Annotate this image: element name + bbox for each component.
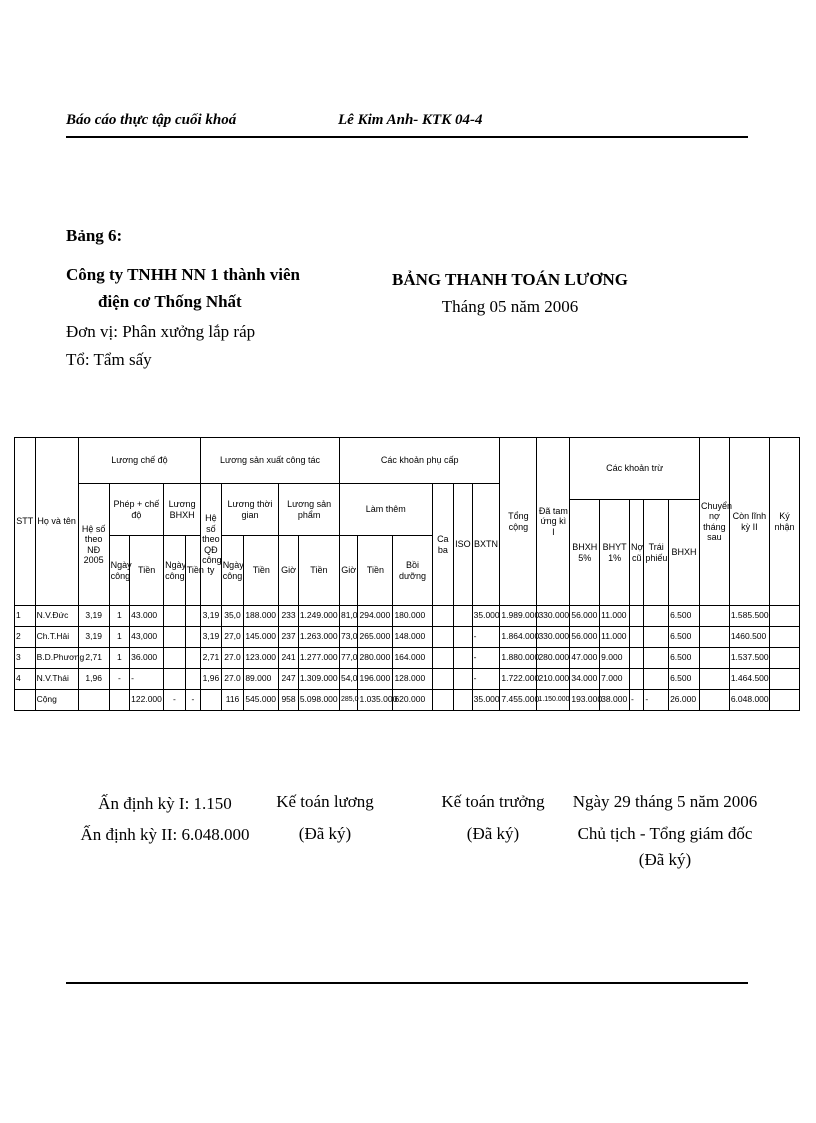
- table-cell: 26.000: [669, 690, 700, 711]
- table-cell: 1.880.000: [500, 648, 537, 669]
- group-luong-bhxh: Lương BHXH: [164, 484, 201, 536]
- table-cell: [644, 606, 669, 627]
- table-cell: [185, 669, 200, 690]
- table-cell: 3: [15, 648, 36, 669]
- table-cell: 43.000: [130, 606, 164, 627]
- col-he-so-qd: Hệ số theo QĐ công ty: [201, 484, 222, 606]
- table-cell: 1.989.000: [500, 606, 537, 627]
- ke-toan-truong-signed: (Đã ký): [466, 824, 520, 843]
- table-cell: 1.249.000: [298, 606, 339, 627]
- table-cell: 35.000: [472, 690, 500, 711]
- unit-label: Đơn vị: Phân xưởng lắp ráp: [66, 322, 256, 341]
- table-cell: [164, 669, 186, 690]
- table-cell: [699, 627, 729, 648]
- table-cell: 1.263.000: [298, 627, 339, 648]
- table-cell: [15, 690, 36, 711]
- company-name-line2: điện cơ Thống Nhất: [98, 292, 242, 311]
- table-cell: -: [472, 648, 500, 669]
- header-author: Lê Kim Anh- KTK 04-4: [338, 112, 483, 128]
- col-sp-gio: Giờ: [279, 536, 299, 606]
- team-label: Tổ: Tẩm sấy: [66, 350, 152, 369]
- table-row: [15, 669, 800, 690]
- ke-toan-luong-signed: (Đã ký): [298, 824, 352, 843]
- group-luong-san-pham: Lương sản phẩm: [279, 484, 340, 536]
- col-no-cu: Nợ cũ: [630, 500, 644, 606]
- table-cell: [432, 648, 454, 669]
- col-lt-boi-duong: Bồi dưỡng: [393, 536, 432, 606]
- table-cell: 56.000: [570, 606, 600, 627]
- col-phep-tien: Tiền: [130, 536, 164, 606]
- col-he-so-nd: Hệ số theo NĐ 2005: [78, 484, 109, 606]
- table-cell: 145.000: [244, 627, 279, 648]
- group-lam-them: Làm thêm: [339, 484, 432, 536]
- col-tg-tien: Tiền: [244, 536, 279, 606]
- table-cell: 1: [109, 606, 130, 627]
- table-cell: Ch.T.Hải: [35, 627, 78, 648]
- table-cell: -: [130, 669, 164, 690]
- table-cell: 116: [221, 690, 244, 711]
- an-dinh-ky-1: Ấn định kỳ I: 1.150: [98, 794, 232, 813]
- table-cell: 148.000: [393, 627, 432, 648]
- col-bhxh: BHXH: [669, 500, 700, 606]
- ke-toan-luong-title: Kế toán lương: [276, 792, 374, 811]
- table-cell: [644, 627, 669, 648]
- col-iso: ISO: [454, 484, 473, 606]
- table-cell: 2,71: [201, 648, 222, 669]
- table-cell: 6.500: [669, 648, 700, 669]
- table-cell: 164.000: [393, 648, 432, 669]
- table-cell: -: [185, 690, 200, 711]
- col-con-linh: Còn lĩnh kỳ II: [729, 438, 769, 606]
- table-cell: 122.000: [130, 690, 164, 711]
- group-luong-san-xuat: Lương sản xuất công tác: [201, 438, 340, 484]
- table-cell: [769, 648, 799, 669]
- group-khoan-tru: Các khoản trừ: [570, 438, 700, 500]
- table-cell: [164, 606, 186, 627]
- table-cell: 545.000: [244, 690, 279, 711]
- table-cell: [454, 627, 473, 648]
- table-cell: [630, 627, 644, 648]
- table-cell: 6.500: [669, 606, 700, 627]
- col-phep-ngay-cong: Ngày công: [109, 536, 130, 606]
- table-cell: 9.000: [600, 648, 630, 669]
- table-cell: 1: [15, 606, 36, 627]
- table-row: [15, 606, 800, 627]
- col-lt-tien: Tiền: [358, 536, 393, 606]
- table-cell: 27.0: [221, 648, 244, 669]
- table-cell: 11.000: [600, 606, 630, 627]
- table-cell: 1: [109, 648, 130, 669]
- col-bhxh5: BHXH 5%: [570, 500, 600, 606]
- col-tg-ngay-cong: Ngày công: [221, 536, 244, 606]
- table-cell: [454, 648, 473, 669]
- table-cell: 1.864.000: [500, 627, 537, 648]
- table-cell: [185, 627, 200, 648]
- table-cell: 265.000: [358, 627, 393, 648]
- table-cell: 285,0: [339, 690, 358, 711]
- footer-rule: [66, 982, 748, 984]
- table-cell: 1.585.500: [729, 606, 769, 627]
- table-cell: [769, 627, 799, 648]
- table-cell: 330.000: [537, 606, 570, 627]
- table-cell: 3,19: [78, 606, 109, 627]
- table-cell: 38.000: [600, 690, 630, 711]
- table-row: [15, 627, 800, 648]
- document-date: Ngày 29 tháng 5 năm 2006: [572, 792, 758, 811]
- table-cell: 27.0: [221, 669, 244, 690]
- table-cell: [454, 669, 473, 690]
- table-cell: 7.000: [600, 669, 630, 690]
- col-stt: STT: [15, 438, 36, 606]
- table-cell: 1: [109, 627, 130, 648]
- col-name: Họ và tên: [35, 438, 78, 606]
- ke-toan-truong-title: Kế toán trưởng: [441, 792, 545, 811]
- table-cell: 180.000: [393, 606, 432, 627]
- table-cell: 1.722.000: [500, 669, 537, 690]
- chu-tich-title: Chủ tịch - Tổng giám đốc: [577, 824, 753, 843]
- table-cell: -: [164, 690, 186, 711]
- table-cell: 81,0: [339, 606, 358, 627]
- company-name-line1: Công ty TNHH NN 1 thành viên: [66, 265, 300, 284]
- table-cell: [454, 690, 473, 711]
- table-cell: [644, 669, 669, 690]
- table-cell: 210.000: [537, 669, 570, 690]
- table-cell: 237: [279, 627, 299, 648]
- table-cell: 1.464.500: [729, 669, 769, 690]
- salary-table: [14, 437, 800, 711]
- table-cell: [454, 606, 473, 627]
- col-sp-tien: Tiền: [298, 536, 339, 606]
- table-cell: [630, 606, 644, 627]
- table-cell: [201, 690, 222, 711]
- table-cell: 1.150.000: [537, 690, 570, 711]
- table-cell: 4: [15, 669, 36, 690]
- table-cell: 43,000: [130, 627, 164, 648]
- table-cell: [699, 606, 729, 627]
- table-cell: 1.537.500: [729, 648, 769, 669]
- table-cell: [699, 648, 729, 669]
- table-cell: 89.000: [244, 669, 279, 690]
- table-cell: B.D.Phương: [35, 648, 78, 669]
- an-dinh-ky-2: Ấn định kỳ II: 6.048.000: [80, 825, 250, 844]
- chu-tich-signed: (Đã ký): [638, 850, 692, 869]
- header-left: Báo cáo thực tập cuối khoá: [66, 112, 237, 128]
- table-cell: [699, 669, 729, 690]
- table-cell: [699, 690, 729, 711]
- table-cell: -: [644, 690, 669, 711]
- col-bhyt1: BHYT 1%: [600, 500, 630, 606]
- total-row: [15, 690, 800, 711]
- table-cell: -: [472, 627, 500, 648]
- table-cell: 1.277.000: [298, 648, 339, 669]
- col-ca-ba: Ca ba: [432, 484, 454, 606]
- table-cell: 56.000: [570, 627, 600, 648]
- table-cell: 6.500: [669, 627, 700, 648]
- table-cell: 280.000: [358, 648, 393, 669]
- table-cell: 73,0: [339, 627, 358, 648]
- header-rule: [66, 136, 748, 138]
- table-cell: 1,96: [78, 669, 109, 690]
- table-cell: 5.098.000: [298, 690, 339, 711]
- table-cell: 6.500: [669, 669, 700, 690]
- col-trai-phieu: Trái phiếu: [644, 500, 669, 606]
- table-cell: 77,0: [339, 648, 358, 669]
- col-ky-nhan: Ký nhận: [769, 438, 799, 606]
- table-cell: 34.000: [570, 669, 600, 690]
- table-cell: [164, 648, 186, 669]
- table-cell: [432, 627, 454, 648]
- col-bxtn: BXTN: [472, 484, 500, 606]
- table-cell: 241: [279, 648, 299, 669]
- col-bhxh-ngay-cong: Ngày công: [164, 536, 186, 606]
- group-phu-cap: Các khoản phụ cấp: [339, 438, 499, 484]
- table-cell: 6.048.000: [729, 690, 769, 711]
- table-cell: 36.000: [130, 648, 164, 669]
- table-cell: -: [472, 669, 500, 690]
- table-number: Bảng 6:: [66, 226, 123, 245]
- table-cell: -: [109, 669, 130, 690]
- table-cell: 247: [279, 669, 299, 690]
- table-cell: 280.000: [537, 648, 570, 669]
- table-cell: 620.000: [393, 690, 432, 711]
- table-cell: 27,0: [221, 627, 244, 648]
- group-luong-che-do: Lương chế độ: [78, 438, 200, 484]
- col-bhxh-tien: Tiền: [185, 536, 200, 606]
- table-cell: [78, 690, 109, 711]
- table-cell: [185, 606, 200, 627]
- table-row: [15, 648, 800, 669]
- table-cell: 7.455.000: [500, 690, 537, 711]
- table-cell: [769, 690, 799, 711]
- table-cell: [630, 648, 644, 669]
- salary-table-body: [15, 606, 800, 711]
- table-cell: 188.000: [244, 606, 279, 627]
- table-cell: Cộng: [35, 690, 78, 711]
- table-cell: 1460.500: [729, 627, 769, 648]
- table-cell: 196.000: [358, 669, 393, 690]
- document-title: BẢNG THANH TOÁN LƯƠNG: [392, 270, 628, 289]
- table-cell: [644, 648, 669, 669]
- table-cell: N.V.Thái: [35, 669, 78, 690]
- group-luong-thoi-gian: Lương thời gian: [221, 484, 279, 536]
- table-cell: 3,19: [201, 627, 222, 648]
- table-cell: 3,19: [201, 606, 222, 627]
- table-cell: 330.000: [537, 627, 570, 648]
- table-cell: 1,96: [201, 669, 222, 690]
- col-da-tam-ung: Đã tam ứng kì I: [537, 438, 570, 606]
- table-cell: 1.035.000: [358, 690, 393, 711]
- table-cell: 1.309.000: [298, 669, 339, 690]
- table-cell: -: [630, 690, 644, 711]
- col-lt-gio: Giờ: [339, 536, 358, 606]
- table-cell: 54,0: [339, 669, 358, 690]
- group-phep: Phép + chế độ: [109, 484, 164, 536]
- table-cell: 3,19: [78, 627, 109, 648]
- table-cell: [432, 669, 454, 690]
- table-cell: N.V.Đức: [35, 606, 78, 627]
- table-cell: [769, 606, 799, 627]
- table-cell: 123.000: [244, 648, 279, 669]
- document-subtitle: Tháng 05 năm 2006: [441, 297, 579, 316]
- table-cell: [769, 669, 799, 690]
- table-cell: 2,71: [78, 648, 109, 669]
- table-cell: [432, 690, 454, 711]
- col-tong-cong: Tổng cộng: [500, 438, 537, 606]
- table-cell: 294.000: [358, 606, 393, 627]
- table-cell: 233: [279, 606, 299, 627]
- table-cell: 2: [15, 627, 36, 648]
- table-cell: [164, 627, 186, 648]
- table-cell: 35.000: [472, 606, 500, 627]
- table-cell: 47.000: [570, 648, 600, 669]
- col-chuyen-no: Chuyển nợ tháng sau: [699, 438, 729, 606]
- table-cell: [109, 690, 130, 711]
- table-cell: [432, 606, 454, 627]
- table-cell: 128.000: [393, 669, 432, 690]
- table-cell: 35,0: [221, 606, 244, 627]
- table-cell: 11.000: [600, 627, 630, 648]
- table-cell: [185, 648, 200, 669]
- table-cell: [630, 669, 644, 690]
- table-cell: 193.000: [570, 690, 600, 711]
- table-cell: 958: [279, 690, 299, 711]
